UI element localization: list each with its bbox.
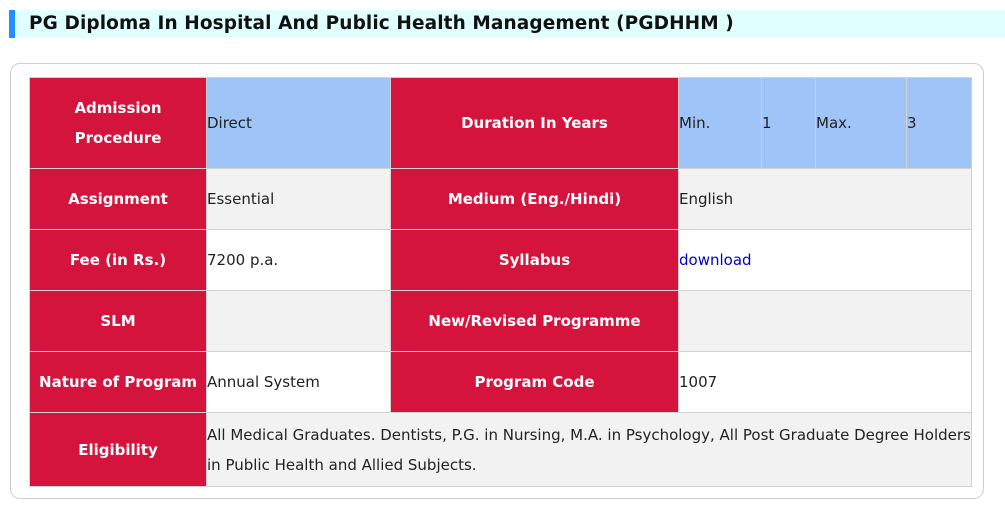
- table-row: [30, 230, 972, 291]
- slm-label: SLM: [30, 291, 207, 352]
- eligibility-label: Eligibility: [30, 413, 207, 487]
- medium-value: English: [679, 169, 972, 230]
- duration-max-value: 3: [907, 78, 972, 169]
- syllabus-download-link[interactable]: download: [679, 251, 752, 269]
- programme-details-table: [29, 77, 972, 487]
- table-row: [30, 169, 972, 230]
- nature-of-program-label: Nature of Program: [30, 352, 207, 413]
- table-row: [30, 352, 972, 413]
- fee-value: 7200 p.a.: [207, 230, 391, 291]
- page-heading-bar: [9, 10, 1005, 38]
- eligibility-value: All Medical Graduates. Dentists, P.G. in Nursing, M.A. in Psychology, All Post Graduate Degree Holders in Public Health and Allied Subjects.: [207, 413, 972, 487]
- duration-min-value: 1: [762, 78, 816, 169]
- syllabus-cell: [679, 230, 972, 291]
- table-row: [30, 78, 972, 169]
- new-revised-value: [679, 291, 972, 352]
- fee-label: Fee (in Rs.): [30, 230, 207, 291]
- medium-label: Medium (Eng./Hindi): [391, 169, 679, 230]
- page-title: PG Diploma In Hospital And Public Health Management (PGDHHM ): [29, 13, 734, 34]
- assignment-value: Essential: [207, 169, 391, 230]
- program-code-value: 1007: [679, 352, 972, 413]
- admission-procedure-value: Direct: [207, 78, 391, 169]
- assignment-label: Assignment: [30, 169, 207, 230]
- table-row: [30, 291, 972, 352]
- admission-procedure-label: Admission Procedure: [30, 78, 207, 169]
- duration-min-label: Min.: [679, 78, 762, 169]
- duration-label: Duration In Years: [391, 78, 679, 169]
- duration-max-label: Max.: [816, 78, 907, 169]
- table-row: [30, 413, 972, 487]
- new-revised-label: New/Revised Programme: [391, 291, 679, 352]
- syllabus-label: Syllabus: [391, 230, 679, 291]
- program-code-label: Program Code: [391, 352, 679, 413]
- slm-value: [207, 291, 391, 352]
- nature-of-program-value: Annual System: [207, 352, 391, 413]
